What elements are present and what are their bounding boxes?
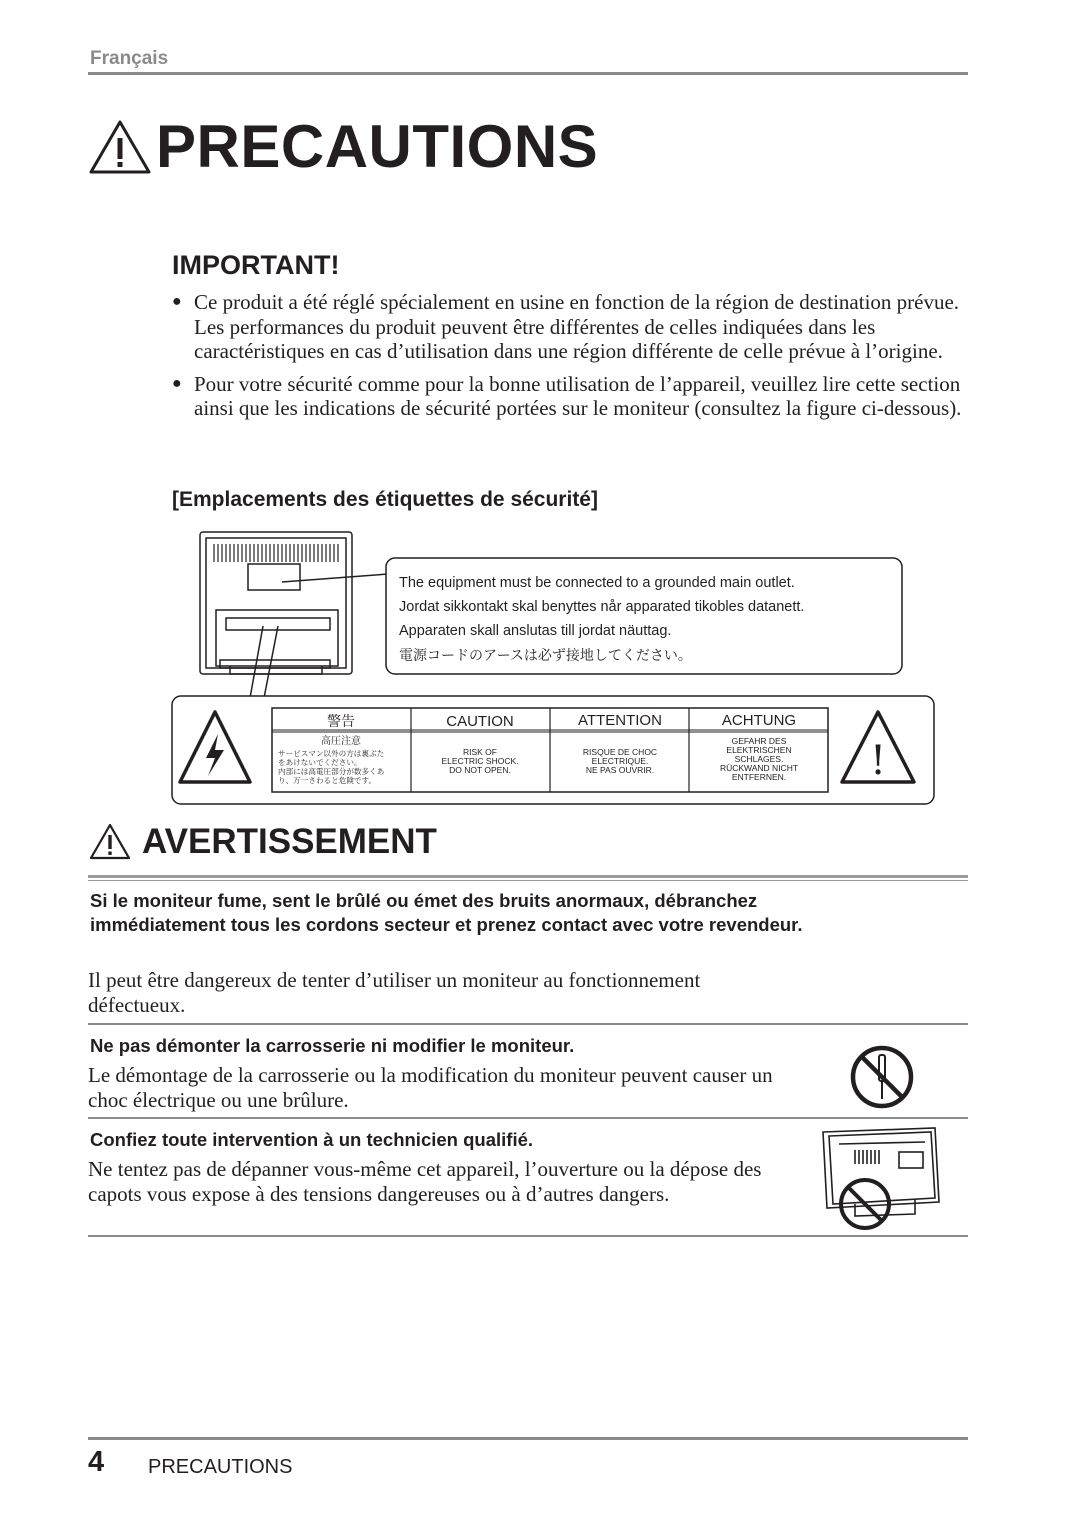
warning-heading: AVERTISSEMENT [142,822,437,861]
important-heading: IMPORTANT! [172,250,340,280]
language-label: Français [90,48,169,69]
label-header: 警告 [327,714,355,730]
label-body-line: DO NOT OPEN. [449,765,511,775]
header-rule [88,72,968,75]
warning-item-title: Ne pas démonter la carrosserie ni modifier le moniteur. [90,1035,575,1056]
monitor-rear-illustration [200,532,352,674]
label-body-line: ELECTRIC SHOCK. [441,756,519,766]
label-body-line: ENTFERNEN. [731,772,787,782]
footer-rule [88,1437,968,1440]
warning-triangle-icon [88,822,132,862]
list-item: ● Pour votre sécurité comme pour la bonne utilisation de l’appareil, veuillez lire cette section ainsi que les indications de sécurité portées sur le moniteur (consultez la figure ci-dessous). [172,371,962,420]
warning-item-body: Le démontage de la carrosserie ou la modification du moniteur peuvent causer un choc électrique ou une brûlure. [88,1063,773,1112]
page-title-block [88,112,598,181]
callout-line: Apparaten skall anslutas till jordat näuttag. [399,623,672,639]
warning-item-title: Confiez toute intervention à un technicien qualifié. [90,1129,534,1150]
callout-line: 電源コードのアースは必ず接地してください。 [399,648,692,664]
no-disassembly-icon [848,1043,916,1111]
label-body-line: ELEKTRISCHEN [726,745,792,755]
section-divider [88,1117,968,1119]
label-body-line: 内部には高電圧部分が数多くあ [278,767,385,776]
label-body-line: GEFAHR DES [731,736,787,746]
safety-labels-diagram [170,530,940,810]
warning-heading-block [88,822,437,862]
callout-line: Jordat sikkontakt skal benyttes når apparated tikobles datanett. [399,599,805,615]
important-list [172,290,972,429]
section-divider [88,1235,968,1237]
label-body-line: り、万一さわると危険です。 [278,776,377,785]
label-body-line: 高圧注意 [321,736,361,747]
footer-section-label: PRECAUTIONS [148,1456,293,1478]
bullet-text: Ce produit a été réglé spécialement en usine en fonction de la région de destination prévue. Les performances du produit peuvent être différentes de celles indiquées dans les caractéristiques en cas d’utilisation dans une région différente de celle prévue à l’origine. [194,290,960,363]
label-header: ACHTUNG [721,712,797,729]
labels-heading: [Emplacements des étiquettes de sécurité] [172,488,598,511]
label-body-line: ELECTRIQUE. [591,756,649,766]
label-body-line: をあけないでください。 [278,758,362,767]
bullet-text: Pour votre sécurité comme pour la bonne utilisation de l’appareil, veuillez lire cette section ainsi que les indications de sécurité portées sur le moniteur (consultez la figure ci-dessous). [194,371,962,420]
label-header: ATTENTION [578,712,662,729]
warning-item-title: Si le moniteur fume, sent le brûlé ou émet des bruits anormaux, débranchez immédiatement tous les cordons secteur et prenez contact avec votre revendeur. [90,890,803,935]
label-body-line: RISK OF [462,747,498,757]
page-number: 4 [88,1446,105,1478]
page-title: PRECAUTIONS [156,113,599,180]
section-divider [88,1023,968,1025]
warning-triangle-icon [88,118,152,176]
warning-item-body: Ne tentez pas de dépanner vous-même cet appareil, l’ouverture ou la dépose des capots vous expose à des tensions dangereuses ou à d’autres dangers. [88,1157,762,1206]
label-body-line: RÜCKWAND NICHT [719,763,799,773]
label-body-line: サービスマン以外の方は裏ぶた [278,749,385,758]
list-item: ● Ce produit a été réglé spécialement en usine en fonction de la région de destination prévue. Les performances du produit peuvent être différentes de celles indiquées dans les caractéristiques en cas d’utilisation dans une région différente de celle prévue à l’origine. [172,290,960,363]
label-body-line: SCHLAGES. [734,754,784,764]
warning-item-body: Il peut être dangereux de tenter d’utiliser un moniteur au fonctionnement défectueux. [88,968,701,1017]
label-header: CAUTION [446,713,514,730]
warning-rule [88,880,968,881]
no-open-monitor-icon [815,1124,945,1234]
label-body-line: RISQUE DE CHOC [582,747,658,757]
label-body-line: NE PAS OUVRIR. [585,765,655,775]
callout-line: The equipment must be connected to a grounded main outlet. [399,575,795,591]
svg-text:!: ! [869,738,887,784]
warning-rule [88,875,968,878]
